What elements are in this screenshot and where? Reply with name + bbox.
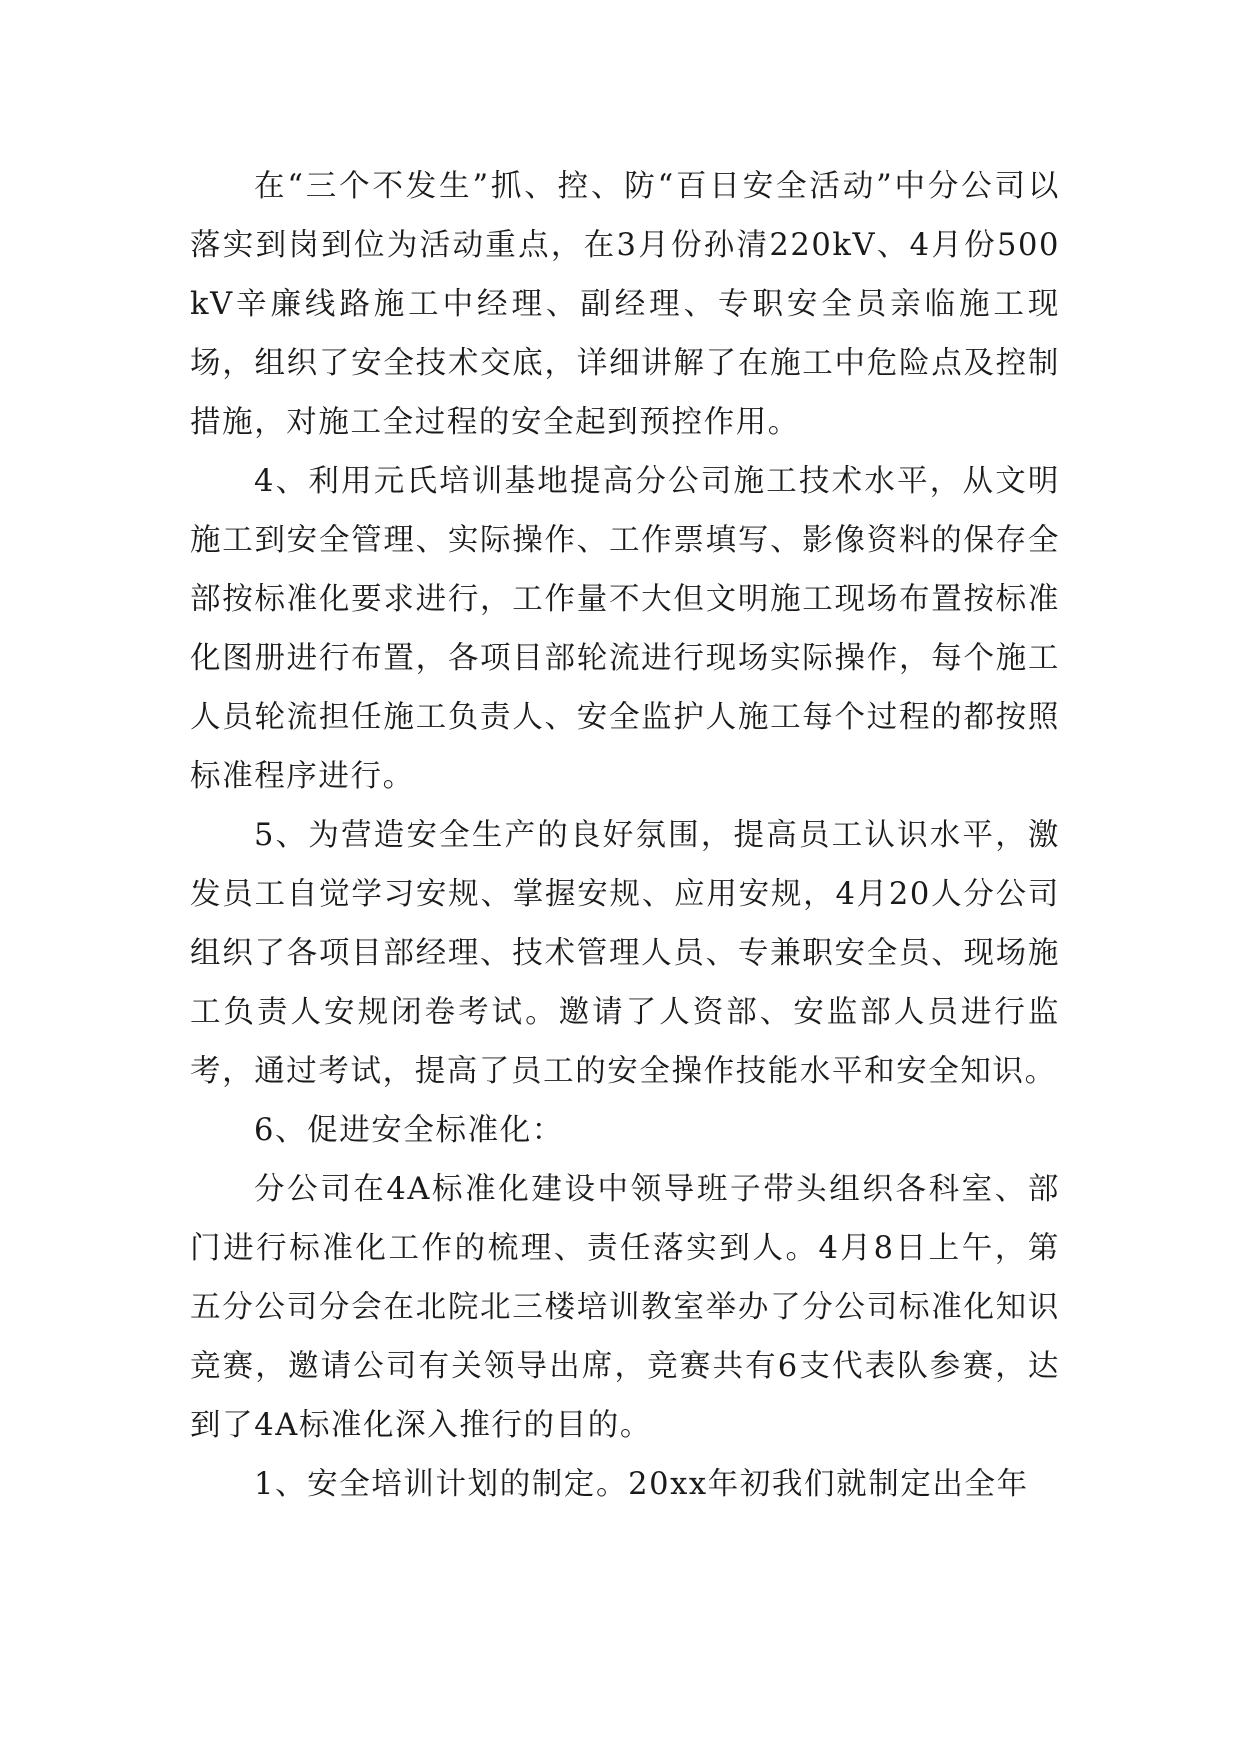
document-body [190,157,1060,1514]
paragraph-6: 1、安全培训计划的制定。20xx年初我们就制定出全年 [254,1467,1029,1502]
paragraph-1: 在“三个不发生”抓、控、防“百日安全活动”中分公司以落实到岗到位为活动重点，在3月份孙清220kV、4月份500kV辛廉线路施工中经理、副经理、专职安全员亲临施工现场，组织了安全技术交底，详细讲解了在施工中危险点及控制措施，对施工全过程的安全起到预控作用。 [190,169,1060,440]
paragraph-5: 分公司在4A标准化建设中领导班子带头组织各科室、部门进行标准化工作的梳理、责任落实到人。4月8日上午，第五分公司分会在北院北三楼培训教室举办了分公司标准化知识竞赛，邀请公司有关领导出席，竞赛共有6支代表队参赛，达到了4A标准化深入推行的目的。 [190,1172,1060,1443]
paragraph-3: 5、为营造安全生产的良好氛围，提高员工认识水平，激发员工自觉学习安规、掌握安规、应用安规，4月20人分公司组织了各项目部经理、技术管理人员、专兼职安全员、现场施工负责人安规闭卷考试。邀请了人资部、安监部人员进行监考，通过考试，提高了员工的安全操作技能水平和安全知识。 [190,818,1060,1089]
paragraph-4: 6、促进安全标准化： [254,1113,564,1148]
paragraph-2: 4、利用元氏培训基地提高分公司施工技术水平，从文明施工到安全管理、实际操作、工作票填写、影像资料的保存全部按标准化要求进行，工作量不大但文明施工现场布置按标准化图册进行布置，各项目部轮流进行现场实际操作，每个施工人员轮流担任施工负责人、安全监护人施工每个过程的都按照标准程序进行。 [190,464,1060,794]
